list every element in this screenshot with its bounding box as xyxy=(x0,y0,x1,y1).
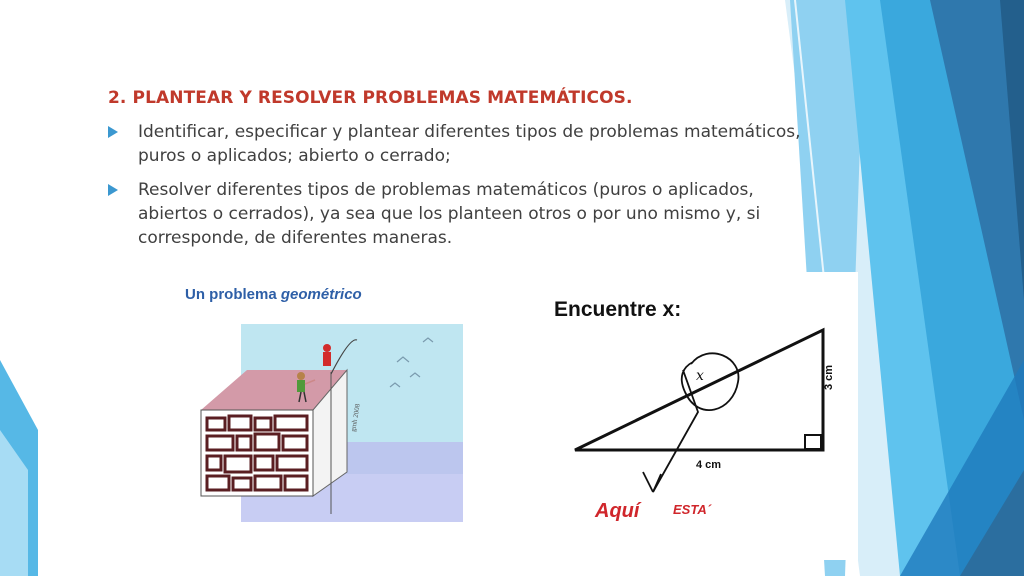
slide-content xyxy=(108,88,808,260)
bullet-arrow-icon xyxy=(108,126,118,138)
bullet-arrow-icon xyxy=(108,184,118,196)
bullet-text: Resolver diferentes tipos de problemas matemáticos (puros o aplicados, abiertos o cerrados), ya sea que los planteen otros o por uno mismo y, si corresponde, de diferentes maneras. xyxy=(138,180,761,248)
bullet-item-identify xyxy=(108,120,808,168)
answer-text-aqui: Aquí xyxy=(595,500,640,522)
base-length-label: 4 cm xyxy=(696,459,722,471)
bullet-item-solve xyxy=(108,178,808,250)
bullet-text: Identificar, especificar y plantear diferentes tipos de problemas matemáticos, puros o aplicados; abierto o cerrado; xyxy=(138,122,801,166)
find-x-illustration xyxy=(533,272,858,560)
svg-text:gmh 2008: gmh 2008 xyxy=(349,403,362,433)
slide-heading: 2. PLANTEAR Y RESOLVER PROBLEMAS MATEMÁTICOS. xyxy=(108,88,633,108)
illustration-title: Un problema geométrico xyxy=(185,286,362,303)
cliff-fishing-drawing xyxy=(185,282,495,522)
find-x-title: Encuentre x: xyxy=(554,298,682,321)
geometric-problem-illustration xyxy=(185,282,495,522)
answer-text-esta: ESTA´ xyxy=(673,502,712,517)
height-length-label: 3 cm xyxy=(823,364,835,390)
x-label: x xyxy=(696,368,704,384)
